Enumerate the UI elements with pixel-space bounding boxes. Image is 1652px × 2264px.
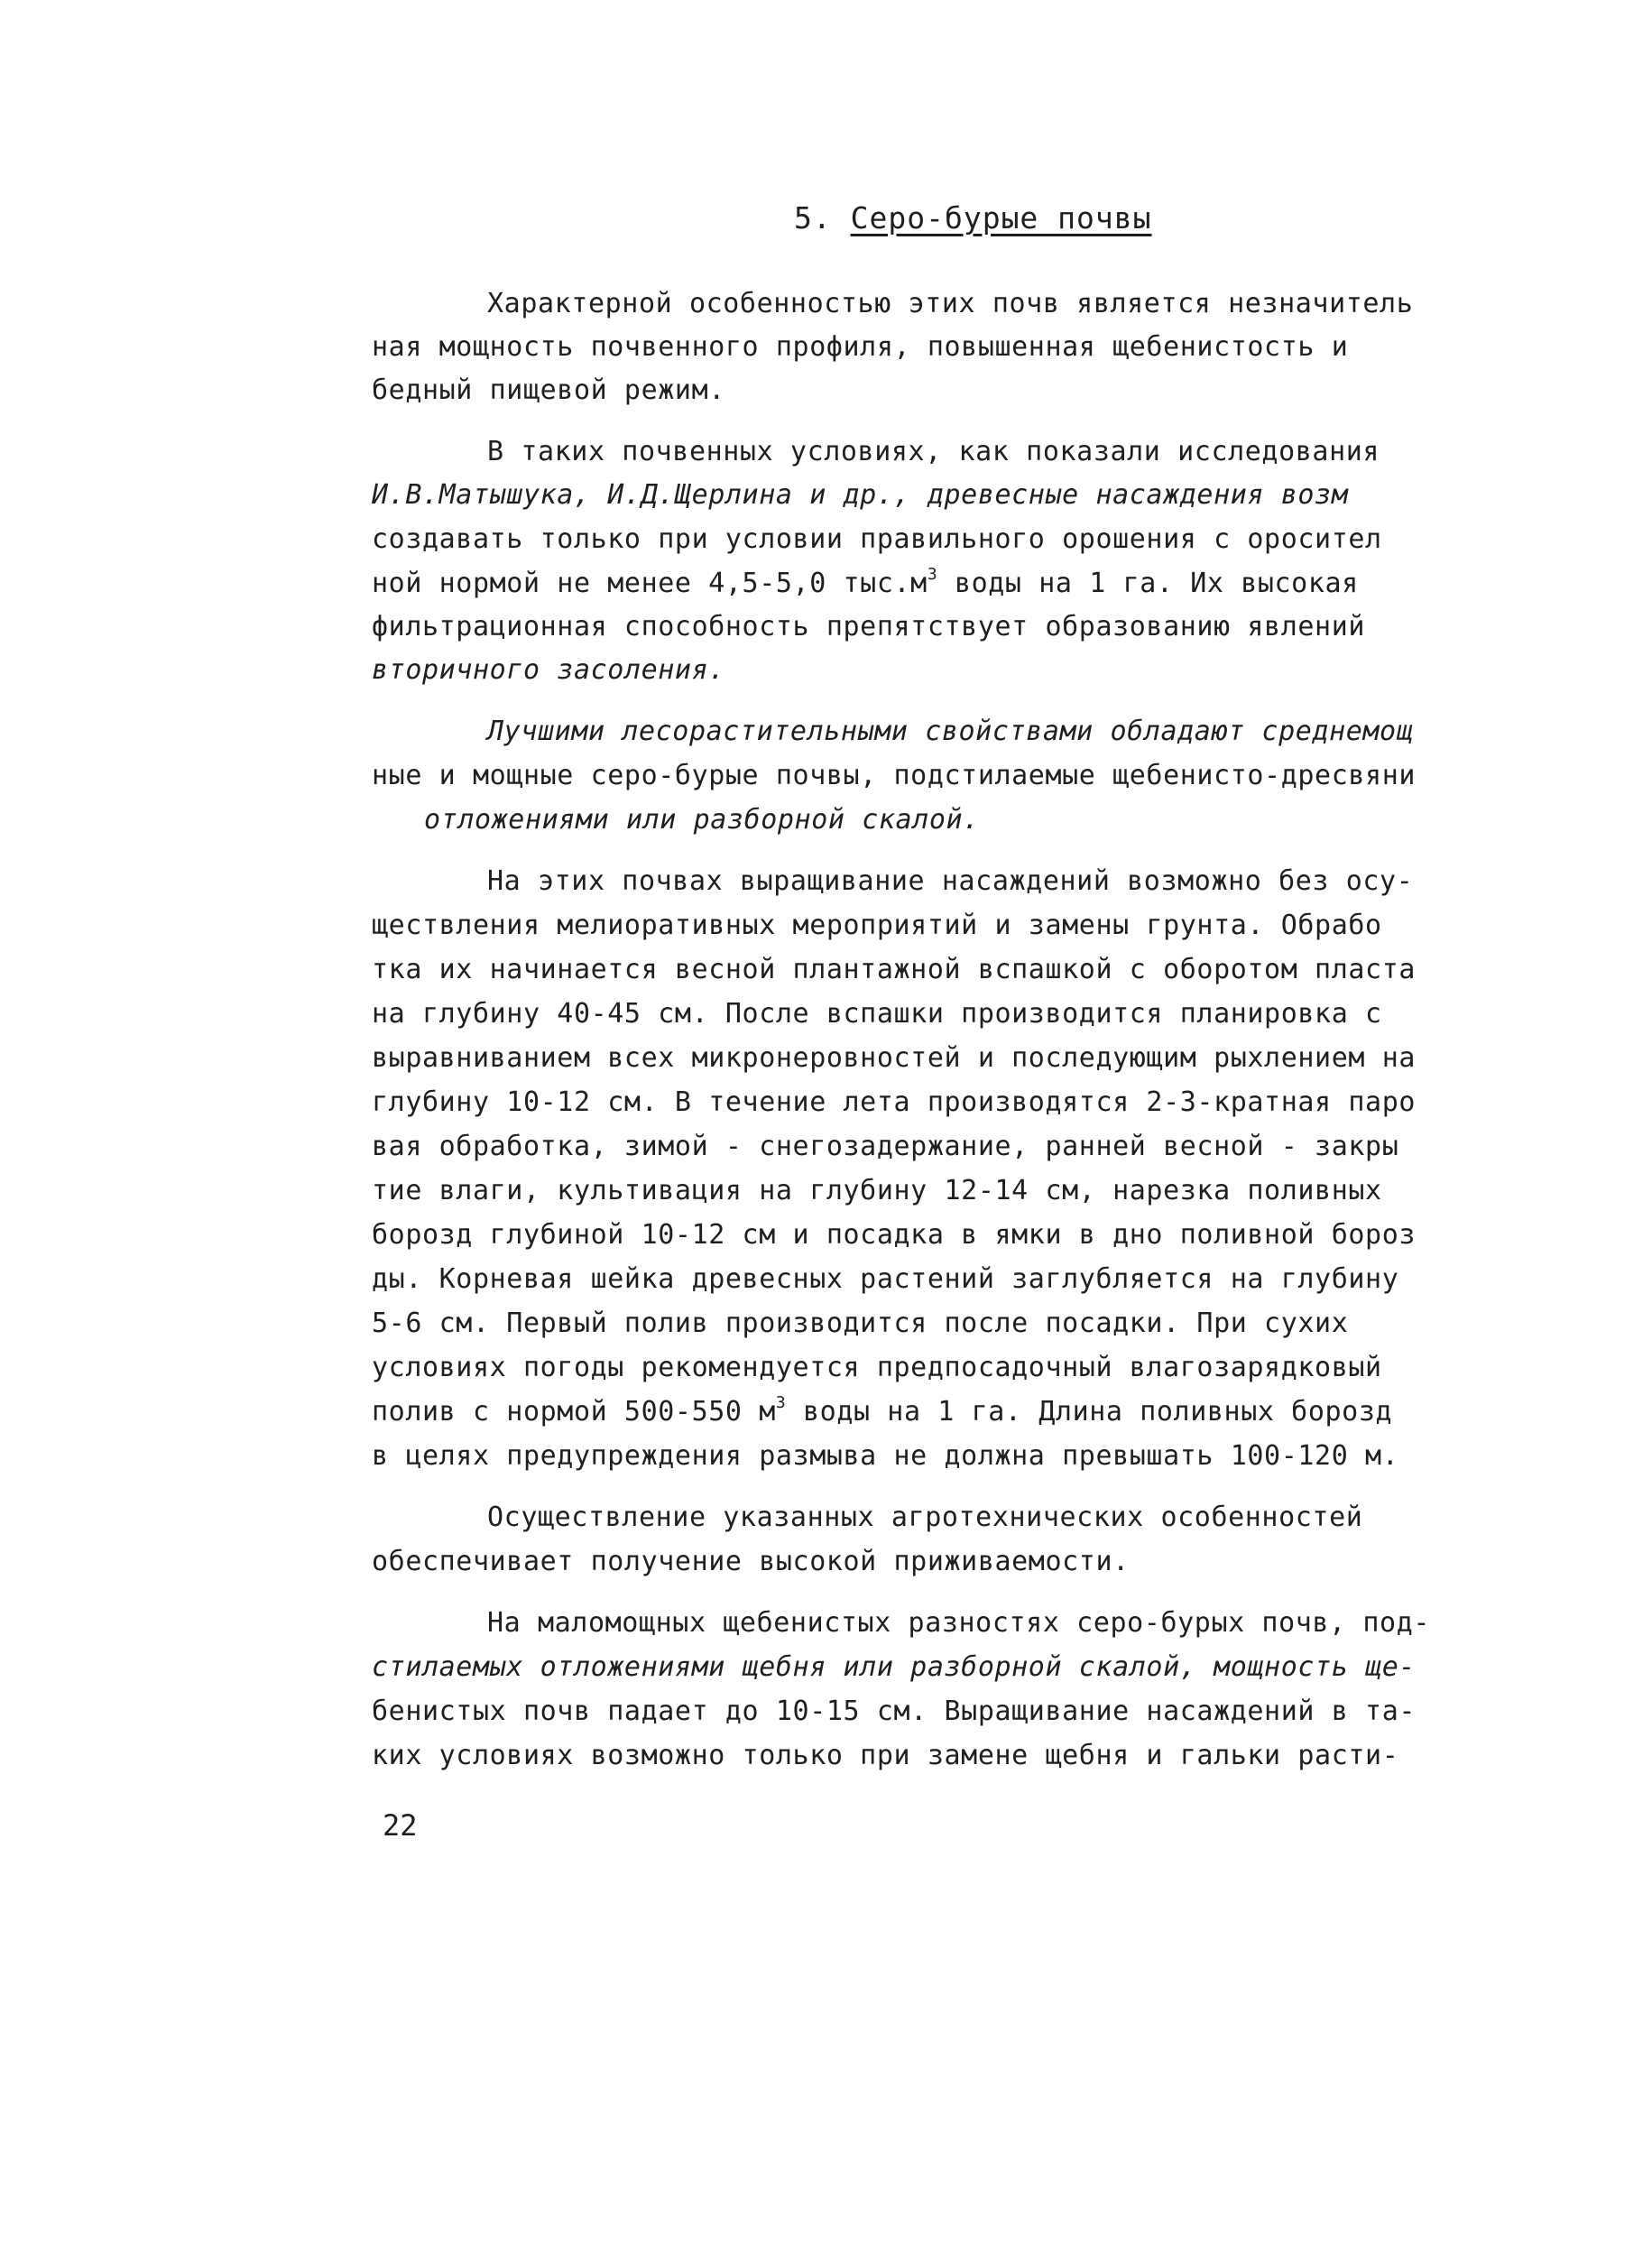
text-line: В таких почвенных условиях, как показали исследования [487,436,1380,467]
text-line: На маломощных щебенистых разностях серо-бурых почв, под- [487,1607,1431,1639]
text-line: стилаемых отложениями щебня или разборной скалой, мощность ще- [372,1651,1417,1683]
text-line: глубину 10-12 см. В течение лета производятся 2-3-кратная паро [372,1086,1417,1118]
text-line: 5-6 см. Первый полив производится после посадки. При сухих [372,1308,1349,1339]
superscript: 3 [927,565,938,584]
text-line: выравниванием всех микронеровностей и последующим рыхлением на [372,1042,1417,1074]
text-line: обеспечивает получение высокой приживаемости. [372,1546,1130,1577]
text-line: ких условиях возможно только при замене щебня и гальки расти- [372,1740,1399,1771]
text-line: ществления мелиоративных мероприятий и замены грунта. Обрабо [372,910,1382,941]
text-line: условиях погоды рекомендуется предпосадочный влагозарядковый [372,1352,1382,1383]
text-line: бедный пищевой режим. [372,374,725,406]
text-line: полив с нормой 500-550 $м^3$ воды на 1 га. Длина поливных борозд [372,1393,1393,1428]
text-line: ная мощность почвенного профиля, повышенная щебенистость и [372,331,1349,363]
text-line: ды. Корневая шейка древесных растений заглубляется на глубину [372,1263,1399,1295]
text-line: создавать только при условии правильного орошения с оросител [372,523,1382,555]
text-line: тка их начинается весной плантажной вспашкой с оборотом пласта [372,954,1417,985]
text-line: тие влаги, культивация на глубину 12-14 см, нарезка поливных [372,1175,1382,1206]
text-line: На этих почвах выращивание насаждений возможно без осу- [487,865,1414,897]
text-line: отложениями или разборной скалой. [424,804,980,836]
text-line: Характерной особенностью этих почв является незначитель [487,288,1414,319]
text-line: фильтрационная способность препятствует образованию явлений [372,611,1366,642]
text-line: И.В.Матышука, И.Д.Щерлина и др., древесные насаждения возм [372,479,1349,511]
section-title: Серо-бурые почвы [850,200,1152,236]
page-number: 22 [383,1808,418,1843]
text-line: вторичного засоления. [372,654,725,686]
text-line: в целях предупреждения размыва не должна превышать 100-120 м. [372,1440,1399,1472]
text-line: Лучшими лесорастительными свойствами обладают среднемощ [487,716,1414,747]
text-line: ные и мощные серо-бурые почвы, подстилаемые щебенисто-дресвяни [372,760,1417,791]
section-number: 5. [794,200,832,236]
text-line: на глубину 40-45 см. После вспашки производится планировка с [372,998,1382,1030]
text-line: борозд глубиной 10-12 см и посадка в ямки в дно поливной бороз [372,1219,1417,1251]
text-line: ной нормой не менее 4,5-5,0 $тыс.м^3$ воды на 1 га. Их высокая [372,565,1359,599]
text-line: бенистых почв падает до 10-15 см. Выращивание насаждений в та- [372,1696,1417,1727]
text-line: Осуществление указанных агротехнических особенностей [487,1502,1363,1533]
section-heading [794,200,1152,236]
text-line: вая обработка, зимой - снегозадержание, ранней весной - закры [372,1131,1399,1162]
superscript: 3 [775,1393,787,1412]
